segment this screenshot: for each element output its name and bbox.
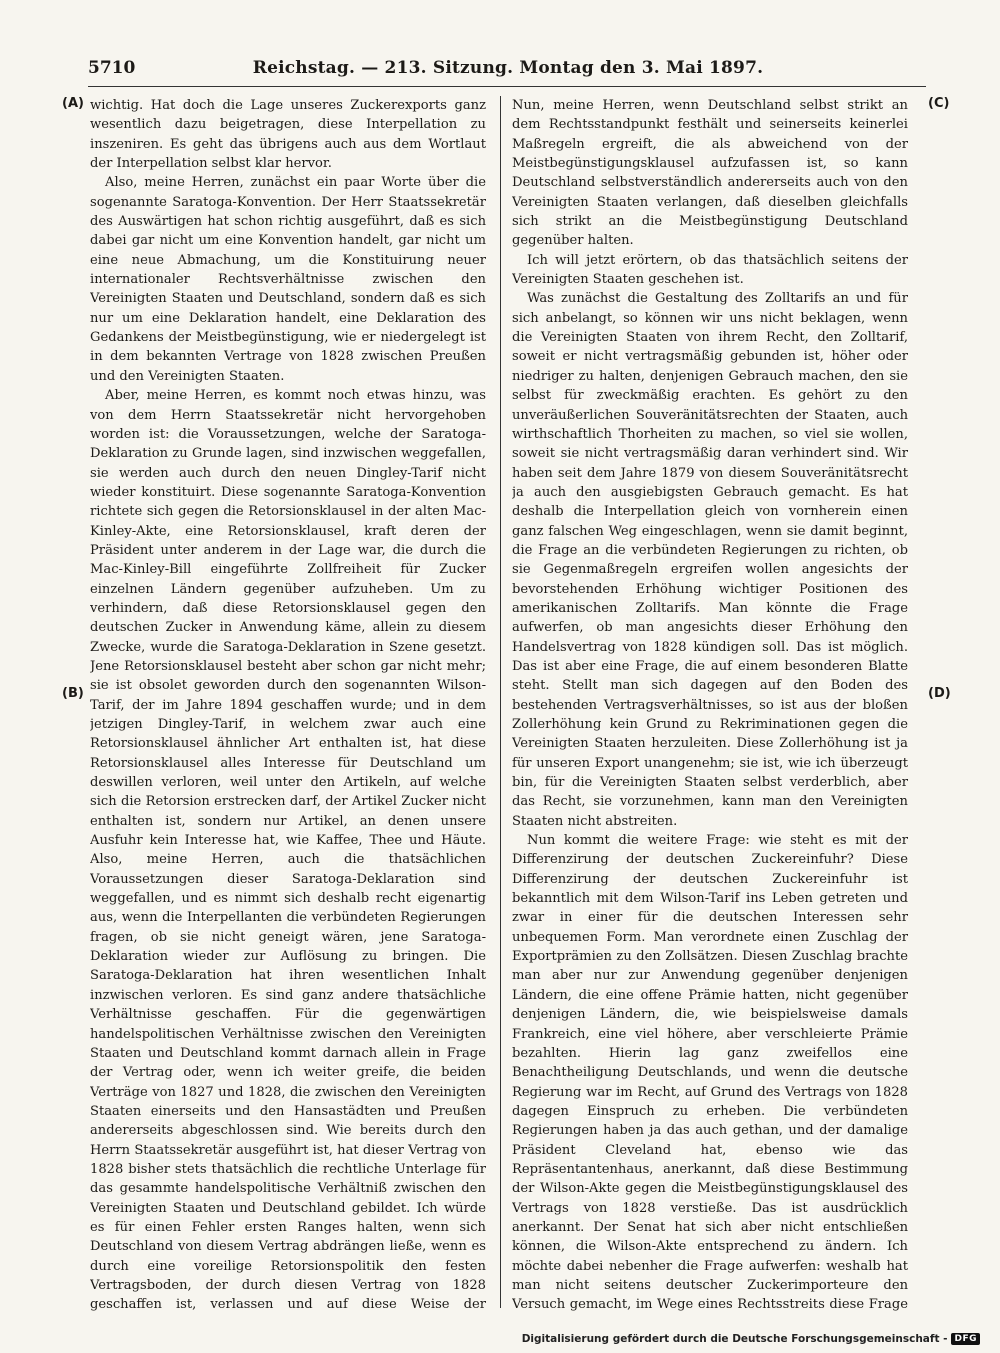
- page-footer: [522, 1333, 980, 1345]
- left-column: [90, 96, 486, 1311]
- margin-marker-c: (C): [928, 96, 950, 111]
- paragraph: Aber, meine Herren, es kommt noch etwas hinzu, was von dem Herrn Staatssekretär nicht hervorgehoben worden ist: die Voraussetzungen, welche der Saratoga-Deklaration zu Grunde lagen, sind inzwischen weggefallen, sie werden auch durch den neuen Dingley-Tarif nicht wieder konstituirt. Diese sogenannte Saratoga-Konvention richtete sich gegen die Retorsionsklausel in der alten Mac-Kinley-Akte, eine Retorsionsklausel, kraft deren der Präsident unter anderem in der Lage war, die durch die Mac-Kinley-Bill eingeführte Zollfreiheit für Zucker einzelnen Ländern gegenüber aufzuheben. Um zu verhindern, daß diese Retorsionsklausel gegen den deutschen Zucker in Anwendung käme, allein zu diesem Zwecke, wurde die Saratoga-Deklaration in Szene gesetzt. Jene Retorsionsklausel besteht aber schon gar nicht mehr; sie ist obsolet geworden durch den sogenannten Wilson-Tarif, der im Jahre 1894 geschaffen wurde; und in dem jetzigen Dingley-Tarif, in welchem zwar auch eine Retorsionsklausel ähnlicher Art enthalten ist, hat diese Retorsionsklausel alles Interesse für Deutschland um deswillen verloren, weil unter den Artikeln, auf welche sich die Retorsion erstrecken darf, der Artikel Zucker nicht enthalten ist, sondern nur Artikel, an denen unsere Ausfuhr kein Interesse hat, wie Kaffee, Thee und Häute. Also, meine Herren, auch die thatsächlichen Voraussetzungen dieser Saratoga-Deklaration sind weggefallen, und es nimmt sich deshalb recht eigenartig aus, wenn die Interpellanten die verbündeten Regierungen fragen, ob sie nicht geneigt wären, jene Saratoga-Deklaration wieder zur Auflösung zu bringen. Die Saratoga-Deklaration hat ihren wesentlichen Inhalt inzwischen verloren. Es sind ganz andere thatsächliche Verhältnisse geschaffen. Für die gegenwärtigen handelspolitischen Verhältnisse zwischen den Vereinigten Staaten und Deutschland kommt darnach allein in Frage der Vertrag oder, wenn ich weiter greife, die beiden Verträge von 1827 und 1828, die zwischen den Vereinigten Staaten einerseits und den Hansastädten und Preußen andererseits abgeschlossen sind. Wie bereits durch den Herrn Staatssekretär ausgeführt ist, hat dieser Vertrag von 1828 bisher stets thatsächlich die rechtliche Unterlage für das gesammte handelspolitische Verhältniß zwischen den Vereinigten Staaten und Deutschland gebildet. Ich würde es für einen Fehler ersten Ranges halten, wenn sich Deutschland von diesem Vertrag abdrängen ließe, wenn es durch eine voreilige Retorsionspolitik den festen Vertragsboden, der durch diesen Vertrag von 1828 geschaffen ist, verlassen und auf diese Weise der: [90, 388, 486, 1311]
- column-divider: [500, 96, 501, 1308]
- right-column: [512, 96, 908, 1311]
- header-rule: [88, 86, 926, 87]
- paragraph: Was zunächst die Gestaltung des Zolltarifs an und für sich anbelangt, so können wir uns nicht beklagen, wenn die Vereinigten Staaten von ihrem Recht, den Zolltarif, soweit er nicht vertragsmäßig gebunden ist, höher oder niedriger zu halten, denjenigen Gebrauch machen, den sie selbst für zweckmäßig erachten. Es gehört zu den unveräußerlichen Souveränitätsrechten der Staaten, auch wirthschaftlich Thorheiten zu machen, so viel sie wollen, soweit sie nicht vertragsmäßig daran verhindert sind. Wir haben seit dem Jahre 1879 von diesem Souveränitätsrecht ja auch den ausgiebigsten Gebrauch gemacht. Es hat deshalb die Interpellation gleich von vornherein einen ganz falschen Weg eingeschlagen, wenn sie damit beginnt, die Frage an die verbündeten Regierungen zu richten, ob sie Gegenmaßregeln ergreifen wollen angesichts der bevorstehenden Erhöhung wichtiger Positionen des amerikanischen Zolltarifs. Man könnte die Frage aufwerfen, ob man angesichts dieser Erhöhung den Handelsvertrag von 1828 kündigen soll. Das ist möglich. Das ist aber eine Frage, die auf einem besonderen Blatte steht. Stellt man sich dagegen auf den Boden des bestehenden Vertragsverhältnisses, so ist aus der bloßen Zollerhöhung kein Grund zu Rekriminationen gegen die Vereinigten Staaten herzuleiten. Diese Zollerhöhung ist ja für unseren Export unangenehm; sie ist, wie ich überzeugt bin, für die Vereinigten Staaten selbst verderblich, aber das Recht, sie vorzunehmen, kann man den Vereinigten Staaten nicht abstreiten.: [512, 291, 908, 829]
- margin-marker-b: (B): [62, 686, 84, 701]
- margin-marker-d: (D): [928, 686, 951, 701]
- running-head: Reichstag. — 213. Sitzung. Montag den 3. Mai 1897.: [252, 58, 764, 78]
- page-header: [88, 58, 928, 82]
- margin-marker-a: (A): [62, 96, 84, 111]
- footer-credit: Digitalisierung gefördert durch die Deutsche Forschungsgemeinschaft -: [521, 1333, 948, 1345]
- paragraph: Also, meine Herren, zunächst ein paar Worte über die sogenannte Saratoga-Konvention. Der Herr Staatssekretär des Auswärtigen hat schon richtig ausgeführt, daß es sich dabei gar nicht um eine Konvention handelt, gar nicht um eine neue Abmachung, um die Konstituirung neuer internationaler Rechtsverhältnisse zwischen den Vereinigten Staaten und Deutschland, sondern daß es sich nur um eine Deklaration handelt, eine Deklaration des Gedankens der Meistbegünstigung, wie er niedergelegt ist in dem bekannten Vertrage von 1828 zwischen Preußen und den Vereinigten Staaten.: [90, 175, 486, 384]
- page-number: 5710: [88, 58, 136, 78]
- paragraph: Nun, meine Herren, wenn Deutschland selbst strikt an dem Rechtsstandpunkt festhält und seinerseits keinerlei Maßregeln ergreift, die als abweichend von der Meistbegünstigungsklausel aufzufassen ist, so kann Deutschland selbstverständlich andererseits auch von den Vereinigten Staaten verlangen, daß dieselben gleichfalls sich strikt an die Meistbegünstigung Deutschland gegenüber halten.: [512, 98, 908, 249]
- paragraph: Ich will jetzt erörtern, ob das thatsächlich seitens der Vereinigten Staaten geschehen ist.: [512, 252, 908, 288]
- dfg-logo-icon: DFG: [951, 1333, 980, 1345]
- paragraph: Nun kommt die weitere Frage: wie steht es mit der Differenzirung der deutschen Zuckereinfuhr? Diese Differenzirung der deutschen Zuckereinfuhr ist bekanntlich mit dem Wilson-Tarif ins Leben getreten und zwar in einer für die deutschen Interessen sehr unbequemen Form. Man verordnete einen Zuschlag der Exportprämien zu den Zollsätzen. Diesen Zuschlag brachte man aber nur zur Anwendung gegenüber denjenigen Ländern, die eine offene Prämie hatten, nicht gegenüber denjenigen Ländern, die, wie beispielsweise damals Frankreich, eine viel höhere, aber verschleierte Prämie bezahlten. Hierin lag ganz zweifellos eine Benachtheiligung Deutschlands, und wenn die deutsche Regierung war im Recht, auf Grund des Vertrags von 1828 dagegen Einspruch zu erheben. Die verbündeten Regierungen haben ja das auch gethan, und der damalige Präsident Cleveland hat, ebenso wie das Repräsentantenhaus, anerkannt, daß diese Bestimmung der Wilson-Akte gegen die Meistbegünstigungsklausel des Vertrags von 1828 verstieße. Das ist ausdrücklich anerkannt. Der Senat hat sich aber nicht entschließen können, die Wilson-Akte entsprechend zu ändern. Ich möchte dabei nebenher die Frage aufwerfen: weshalb hat man nicht seitens deutscher Zuckerimporteure den Versuch gemacht, im Wege eines Rechtsstreits diese Frage: [512, 833, 908, 1311]
- paragraph: wichtig. Hat doch die Lage unseres Zuckerexports ganz wesentlich dazu beigetragen, diese Interpellation zu inszeniren. Es geht das übrigens auch aus dem Wortlaut der Interpellation selbst klar hervor.: [90, 98, 486, 172]
